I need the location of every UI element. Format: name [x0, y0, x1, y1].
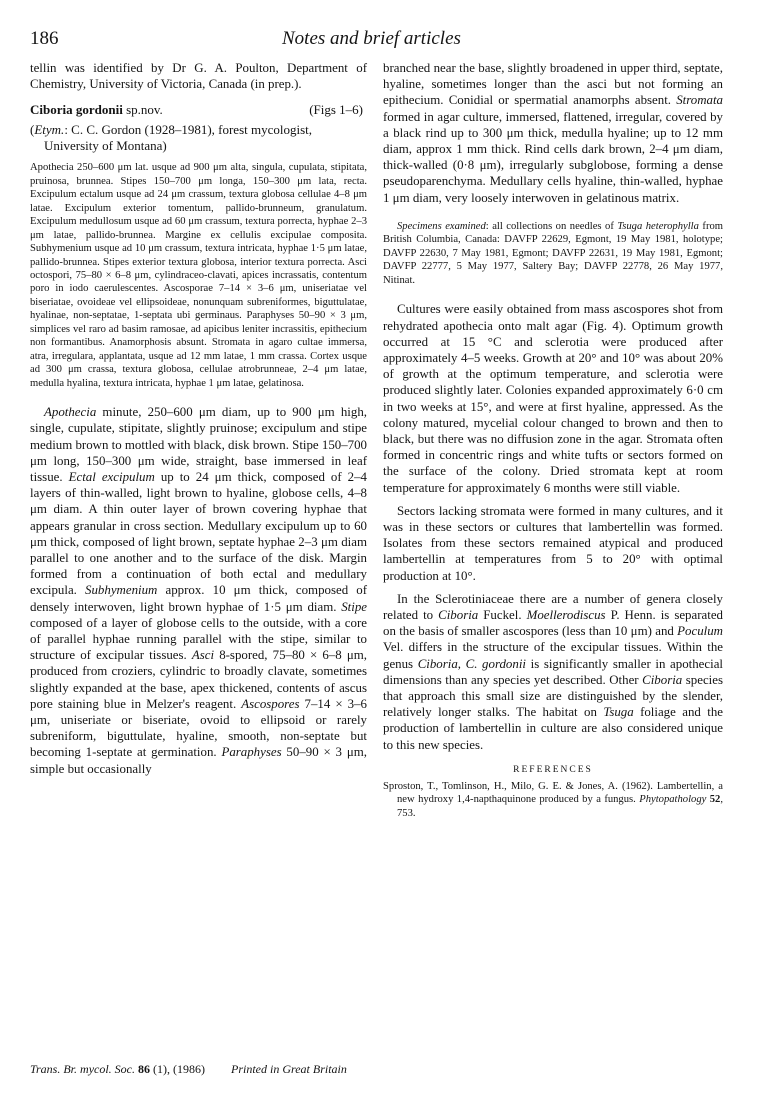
- etymology-text: : C. C. Gordon (1928–1981), forest mycologist, University of Montana): [44, 122, 313, 154]
- paragraph-sclerotiniaceae: [383, 591, 723, 753]
- sclero-text-1: In the Sclerotiniaceae there are a number of genera closely related to: [383, 591, 723, 622]
- species-title: [30, 102, 163, 118]
- specimens-host: Tsuga heterophylla: [617, 220, 699, 232]
- page-number: 186: [30, 28, 59, 49]
- term-ectal-excipulum: Ectal excipulum: [68, 469, 155, 484]
- reference-authors: Sproston, T., Tomlinson, H., Milo, G. E. & Jones, A.: [383, 780, 618, 792]
- term-paraphyses: Paraphyses: [221, 745, 282, 760]
- genus-tsuga: Tsuga: [603, 705, 634, 720]
- right-column: [383, 60, 723, 820]
- text-apothecia: minute, 250–600 μm diam, up to 900 μm high, single, cupulate, stipitate, slightly pruinose; excipulum and stipe medium brown to mottled with black, disk brown. Stipe 150–700 μm long, 150–300 μm wide, straight, base immersed in leaf tissue.: [30, 405, 367, 484]
- footer-printed: Printed in Great Britain: [230, 1062, 347, 1076]
- term-stipe: Stipe: [341, 599, 367, 614]
- paragraph-cultures: Cultures were easily obtained from mass ascospores shot from rehydrated apothecia onto malt agar (Fig. 4). Optimum growth occurred at 15 °C and sclerotia were produced after approximately 4–5 weeks. Growth at 20° and 10° was about 20% of growth at the optimum temperature, and sclerotia were produced slightly later. Colonies expanded approximately 6·0 cm in two weeks at 15°, and were at first hyaline, appressed. As the colony matured, mycelial colour changed to brown and then to black, but there was no diffusion zone in the agar. Stromata often formed in concentric rings and white tufts or sectors formed on the surface of the colony. Dried stromata kept at room temperature for approximately 6 months were still viable.: [383, 302, 723, 495]
- text-stipe: composed of a layer of globose cells to the outside, with a core of parallel hyphae running parallel with the stipe, similar to structure of excipular tissues.: [30, 615, 367, 663]
- description-paragraph: [30, 404, 367, 777]
- text-stromata: formed in agar culture, immersed, flattened, irregular, covered by a black rind up to 300 μm thick, medulla hyaline; up to 12 mm diam, approx 1 mm thick. Rind cells dark brown, 2–4 μm diam, thick-walled (0·8 μm), irregularly subglobose, forming a dense pseudoparenchyma. Medullary cells hyaline, thin-walled, hyphae 1 μm diam, very loosely interwoven in gelatinous matrix.: [383, 109, 723, 205]
- species-heading: [30, 102, 367, 118]
- reference-volume: 52: [706, 794, 721, 806]
- footer-citation: Trans. Br. mycol. Soc.: [30, 1062, 138, 1076]
- specimens-pre: : all collections on needles of: [485, 220, 618, 232]
- specimens-examined: [383, 220, 723, 288]
- sclero-text-7: foliage and the production of lambertellin in culture are also considered unique to this new species.: [383, 705, 723, 752]
- genus-ciboria: Ciboria: [438, 607, 479, 622]
- etymology-label: Etym.: [34, 122, 65, 138]
- term-apothecia: Apothecia: [44, 405, 97, 420]
- text-ectal-excipulum: up to 24 μm thick, composed of 2–4 layers of thin-walled, light brown to hyaline, globose cells, 4–8 μm diam. A thin outer layer of brown covering hyphae that appears granular in cross section. Medullary excipulum up to 60 μm thick, composed of light brown, septate hyphae 2–3 μm diam parallel to one another and to the surface of the disk. Margin formed from a continuation of both ectal and medullary excipula.: [30, 469, 368, 598]
- text-asci: 8-spored, 75–80 × 6–8 μm, produced from croziers, cylindric to broadly clavate, sometimes slightly expanded at the base, apex thickened, contents of ascus pore staining blue in Melzer's reagent.: [30, 648, 367, 711]
- reference-journal: Phytopathology: [639, 794, 707, 806]
- sclero-text-4: Vel. differs in the structure of the excipular tissues. Within the genus: [383, 640, 723, 671]
- running-title: Notes and brief articles: [282, 28, 461, 49]
- sclero-text-5: is significantly smaller in apothecial dimensions than any species yet described. Other: [383, 656, 724, 687]
- latin-diagnosis: Apothecia 250–600 μm lat. usque ad 900 μm alta, singula, cupulata, stipitata, pruinosa, brunnea. Stipes 150–700 μm longa, 150–300 μm lata, recta. Excipulum ectalum usque ad 24 μm crassum, textura globosa cellulae 4–8 μm latae. Excipulum exterior tomentum, pallido-brunneum, granulatum. Excipulum medullosum usque ad 60 μm crassum, textura porrecta, hyphae 2–3 μm latae, pallido-brunnea. Margine ex cellulis excipulae composita. Subhymenium usque ad 10 μm crassum, textura intricata, hyphae 1·5 μm latae, pallido-brunnea. Stipes exterior textura globosa, interior textura porrecta. Asci octospori, 75–80 × 6–8 μm, cylindraceo-clavati, apices incrassatis, contentum poro in iodo caerulescentes. Ascosporae 7–14 × 3–6 μm, uniseriatae vel biseriatae, ovoideae vel ellipsoideae, nonunquam subreniformes, biguttulatae, hyalinae, non-septatae, 1-septata ubi germinaus. Paraphyses 50–90 × 3 μm, simplices vel raro ad basim ramosae, ad apicibus leniter incrassitis, epithecium non formantibus. Anamorphosis absunt. Stromata in agaro cultae immersa, atra, irregulara, applantata, usque ad 12 mm latae, 1 mm crassa. Cortex usque ad 300 μm crassa, textura globosa, cellulae atrobrunneae, 2–4 μm latae, medulla hyalina, textura intricata, hyphae 1 μm latae, gelatinosa.: [30, 162, 367, 389]
- text-subhymenium: approx. 10 μm thick, composed of densely interwoven, light brown hyphae of 1·5 μm diam.: [30, 583, 368, 614]
- intro-paragraph: tellin was identified by Dr G. A. Poulton, Department of Chemistry, University of Victoria, Canada (in prep.).: [30, 61, 367, 92]
- genus-poculum: Poculum: [677, 624, 723, 639]
- sclero-text-6: species that approach this small size are distinguished by the slender, relatively longer stalks. The habitat on: [383, 672, 723, 720]
- left-column: [30, 60, 367, 777]
- text-ascospores: 7–14 × 3–6 μm, uniseriate or biseriate, ovoid to ellipsoid or rarely subreniform, biguttulate, hyaline, smooth, non-septate but becoming 1-septate at germination.: [30, 696, 367, 760]
- genus-ciboria-other: Ciboria: [642, 672, 683, 687]
- specimens-text: from British Columbia, Canada: DAVFP 22629, Egmont, 19 May 1981, holotype; DAVFP 22630, 7 May 1981, Egmont; DAVFP 22631, 19 May 1981, Egmont; DAVFP 22777, 5 May 1977, Saltery Bay; DAVFP 22778, 26 May 1977, Nitinat.: [383, 220, 724, 286]
- text-paraphyses: 50–90 × 3 μm, simple but occasionally: [30, 745, 367, 776]
- sclero-text-2: Fuckel.: [478, 607, 527, 622]
- footer-issue: (1), (1986): [150, 1062, 205, 1076]
- term-stromata: Stromata: [676, 93, 723, 108]
- text-continuation: branched near the base, slightly broadened in upper third, septate, hyaline, sometimes longer than the asci but not forming an epithecium. Conidial or spermatial anamorphs absent.: [383, 61, 723, 108]
- reference-pages: , 753.: [397, 794, 723, 819]
- genus-moellerodiscus: Moellerodiscus: [526, 607, 606, 622]
- species-figures-ref: (Figs 1–6): [309, 102, 363, 118]
- sclero-text-3: P. Henn. is separated on the basis of smaller ascospores (less than 10 μm) and: [383, 607, 723, 639]
- description-continuation: [383, 60, 723, 206]
- term-subhymenium: Subhymenium: [85, 583, 158, 598]
- reference-text: (1962). Lambertellin, a new hydroxy 1,4-napthaquinone produced by a fungus.: [397, 780, 723, 806]
- paragraph-sectors: Sectors lacking stromata were formed in many cultures, and it was in these sectors or cultures that lambertellin was formed. Isolates from these sectors remained atypical and produced lambertellin at temperatures from 5 to 20° with optimal production at 10°.: [383, 503, 723, 583]
- references-heading: REFERENCES: [513, 764, 593, 775]
- reference-entry: [383, 780, 723, 820]
- species-status: sp.nov.: [122, 102, 163, 118]
- term-ascospores: Ascospores: [241, 696, 300, 711]
- term-asci: Asci: [191, 648, 215, 663]
- etymology: (Etym.: C. C. Gordon (1928–1981), forest mycologist, University of Montana): [30, 122, 313, 154]
- page-footer: [30, 1062, 347, 1077]
- genus-ciboria-gordonii: Ciboria, C. gordonii: [417, 656, 526, 671]
- species-name: Ciboria gordonii: [30, 102, 123, 118]
- specimens-label: Specimens examined: [397, 220, 486, 232]
- footer-volume: 86: [138, 1062, 150, 1076]
